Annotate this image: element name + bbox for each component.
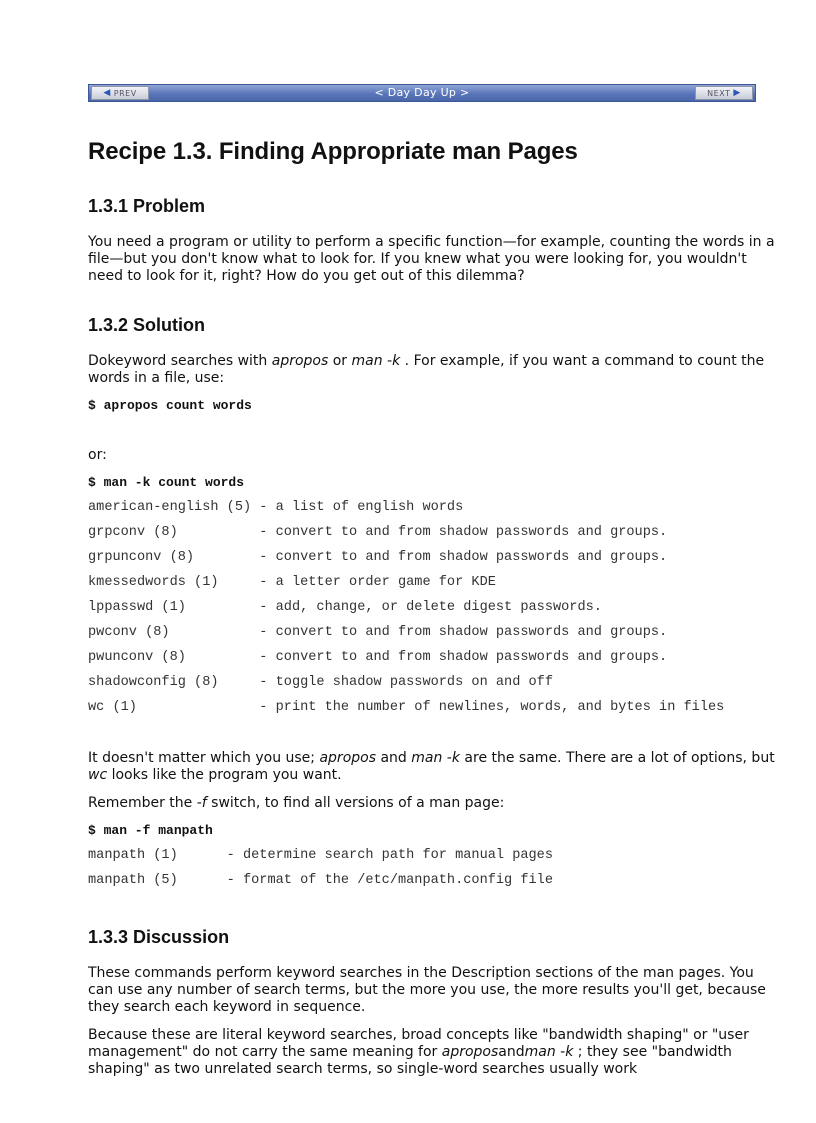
or-text: or: <box>88 447 107 463</box>
arrow-left-icon: ◀ <box>103 88 111 98</box>
page-title: Recipe 1.3. Finding Appropriate man Pages <box>88 138 578 165</box>
solution-intro: Dokeyword searches with apropos or man -k . For example, if you want a command to count the words in a file, use: <box>88 353 765 386</box>
command-man-f: $ man -f manpath <box>88 823 213 838</box>
page-content <box>88 138 778 1089</box>
next-button[interactable] <box>695 86 753 100</box>
output-row: lppasswd (1) - add, change, or delete digest passwords. <box>88 600 602 615</box>
output-row: grpconv (8) - convert to and from shadow passwords and groups. <box>88 525 668 540</box>
output-row: kmessedwords (1) - a letter order game for KDE <box>88 575 496 590</box>
problem-heading: 1.3.1 Problem <box>88 196 206 216</box>
discussion-paragraph-2: Because these are literal keyword searches, broad concepts like "bandwidth shaping" or "user management" do not carry the same meaning for aproposandman -k ; they see "bandwidth shaping" as two unrelated search terms, so single-word searches usually work <box>88 1027 749 1077</box>
man-f-output <box>88 847 778 889</box>
next-label: NEXT <box>707 88 731 98</box>
navigation-bar <box>88 84 756 102</box>
man-k-output <box>88 499 778 716</box>
remember-text: Remember the -f switch, to find all versions of a man page: <box>88 795 505 811</box>
command-apropos: $ apropos count words <box>88 398 252 413</box>
solution-after-text: It doesn't matter which you use; apropos and man -k are the same. There are a lot of options, but wc looks like the program you want. <box>88 750 775 783</box>
discussion-paragraph-1: These commands perform keyword searches in the Description sections of the man pages. You can use any number of search terms, but the more you use, the more results you'll get, because they search each keyword in sequence. <box>88 965 766 1015</box>
command-man-k: $ man -k count words <box>88 475 245 490</box>
output-row: shadowconfig (8) - toggle shadow passwords on and off <box>88 675 553 690</box>
solution-heading: 1.3.2 Solution <box>88 315 206 335</box>
output-row: manpath (1) - determine search path for manual pages <box>88 848 553 863</box>
output-row: pwconv (8) - convert to and from shadow passwords and groups. <box>88 625 668 640</box>
output-row: wc (1) - print the number of newlines, words, and bytes in files <box>88 700 725 715</box>
problem-text: You need a program or utility to perform a specific function—for example, counting the words in a file—but you don't know what to look for. If you knew what you were looking for, you wouldn't need to look for it, right? How do you get out of this dilemma? <box>88 234 775 284</box>
arrow-right-icon: ▶ <box>733 88 741 98</box>
output-row: pwunconv (8) - convert to and from shadow passwords and groups. <box>88 650 668 665</box>
output-row: american-english (5) - a list of english words <box>88 500 464 515</box>
nav-title: < Day Day Up > <box>374 86 470 99</box>
output-row: grpunconv (8) - convert to and from shadow passwords and groups. <box>88 550 668 565</box>
discussion-heading: 1.3.3 Discussion <box>88 927 230 947</box>
prev-label: PREV <box>113 88 137 98</box>
output-row: manpath (5) - format of the /etc/manpath.config file <box>88 873 553 888</box>
